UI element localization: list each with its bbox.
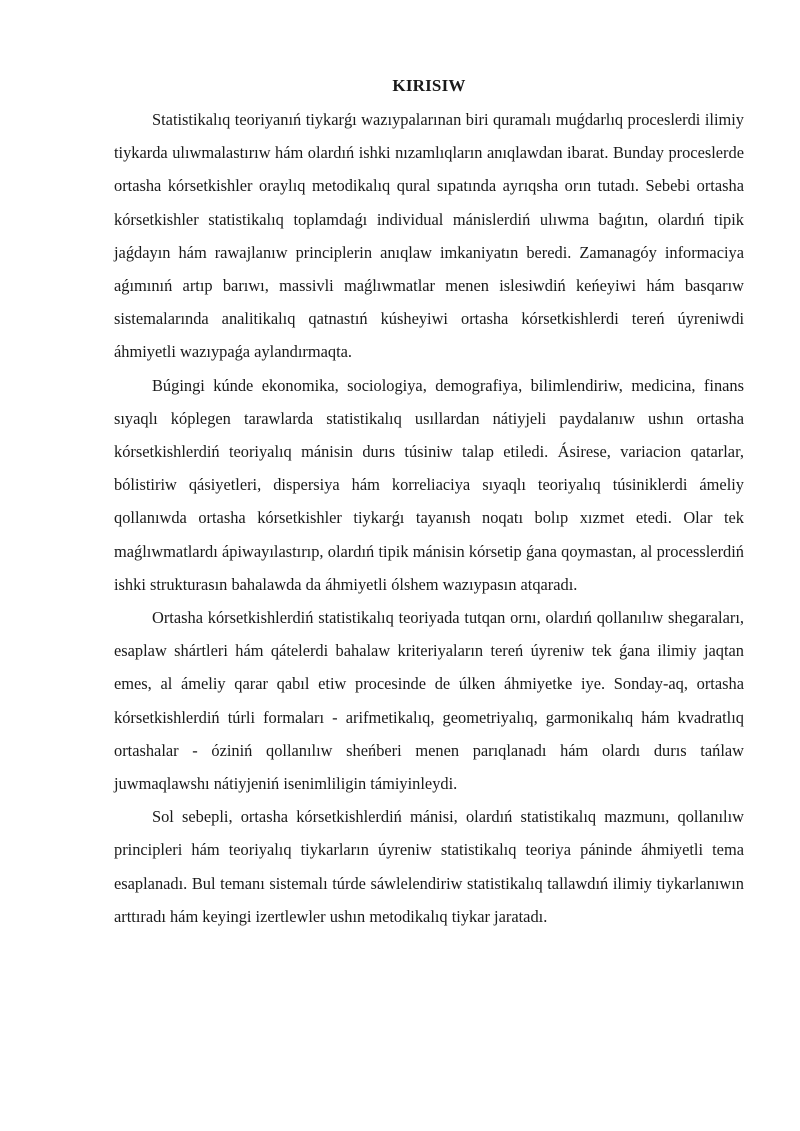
document-title: KIRISIW [392, 76, 466, 95]
document-page [114, 72, 744, 933]
paragraph-1: Statistikalıq teoriyanıń tiykarǵı wazıypalarınan biri quramalı muǵdarlıq proceslerdi ilimiy tiykarda ulıwmalastırıw hám olardıń ishki nızamlıqların anıqlawdan ibarat. Bunday proceslerde ortasha kórsetkishler oraylıq metodikalıq qural sıpatında ayrıqsha orın tutadı. Sebebi ortasha kórsetkishler statistikalıq toplamdaǵı individual mánislerdiń ulıwma baǵıtın, olardıń tipik jaǵdayın hám rawajlanıw principlerin anıqlaw imkaniyatın beredi. Zamanagóy informaciya aǵımınıń artıp barıwı, massivli maǵlıwmatlar menen islesiwdiń keńeyiwi hám basqarıw sistemalarında analitikalıq qatnastıń kúsheyiwi ortasha kórsetkishlerdi tereń úyreniwdi áhmiyetli wazıypaǵa aylandırmaqta. [114, 110, 744, 362]
paragraph-4: Sol sebepli, ortasha kórsetkishlerdiń mánisi, olardıń statistikalıq mazmunı, qollanılıw principleri hám teoriyalıq tiykarların úyreniw statistikalıq teoriya páninde áhmiyetli tema esaplanadı. Bul temanı sistemalı túrde sáwlelendiriw statistikalıq tallawdıń ilimiy tiykarlanıwın arttıradı hám keyingi izertlewler ushın metodikalıq tiykar jaratadı. [114, 807, 744, 926]
paragraph-2: Búgingi kúnde ekonomika, sociologiya, demografiya, bilimlendiriw, medicina, finans sıyaqlı kóplegen tarawlarda statistikalıq usıllardan nátiyjeli paydalanıw ushın ortasha kórsetkishlerdiń teoriyalıq mánisin durıs túsiniw talap etiledi. Ásirese, variacion qatarlar, bólistiriw qásiyetleri, dispersiya hám korreliaciya sıyaqlı teoriyalıq túsiniklerdi ámeliy qollanıwda ortasha kórsetkishler tiykarǵı tayanısh noqatı bolıp xızmet etedi. Olar tek maǵlıwmatlardı ápiwayılastırıp, olardıń tipik mánisin kórsetip ǵana qoymastan, al processlerdiń ishki strukturasın bahalawda da áhmiyetli ólshem wazıypasın atqaradı. [114, 375, 744, 594]
paragraph-3: Ortasha kórsetkishlerdiń statistikalıq teoriyada tutqan ornı, olardıń qollanılıw shegaraları, esaplaw shártleri hám qátelerdi bahalaw kriteriyaların tereń úyreniw tek ǵana ilimiy jaqtan emes, al ámeliy qarar qabıl etiw procesinde de úlken áhmiyetke iye. Sonday-aq, ortasha kórsetkishlerdiń túrli formaları - arifmetikalıq, geometriyalıq, garmonikalıq hám kvadratlıq ortashalar - óziniń qollanılıw sheńberi menen parıqlanadı hám olardı durıs tańlaw juwmaqlawshı nátiyjeniń isenimliligin támiyinleydi. [114, 608, 744, 794]
